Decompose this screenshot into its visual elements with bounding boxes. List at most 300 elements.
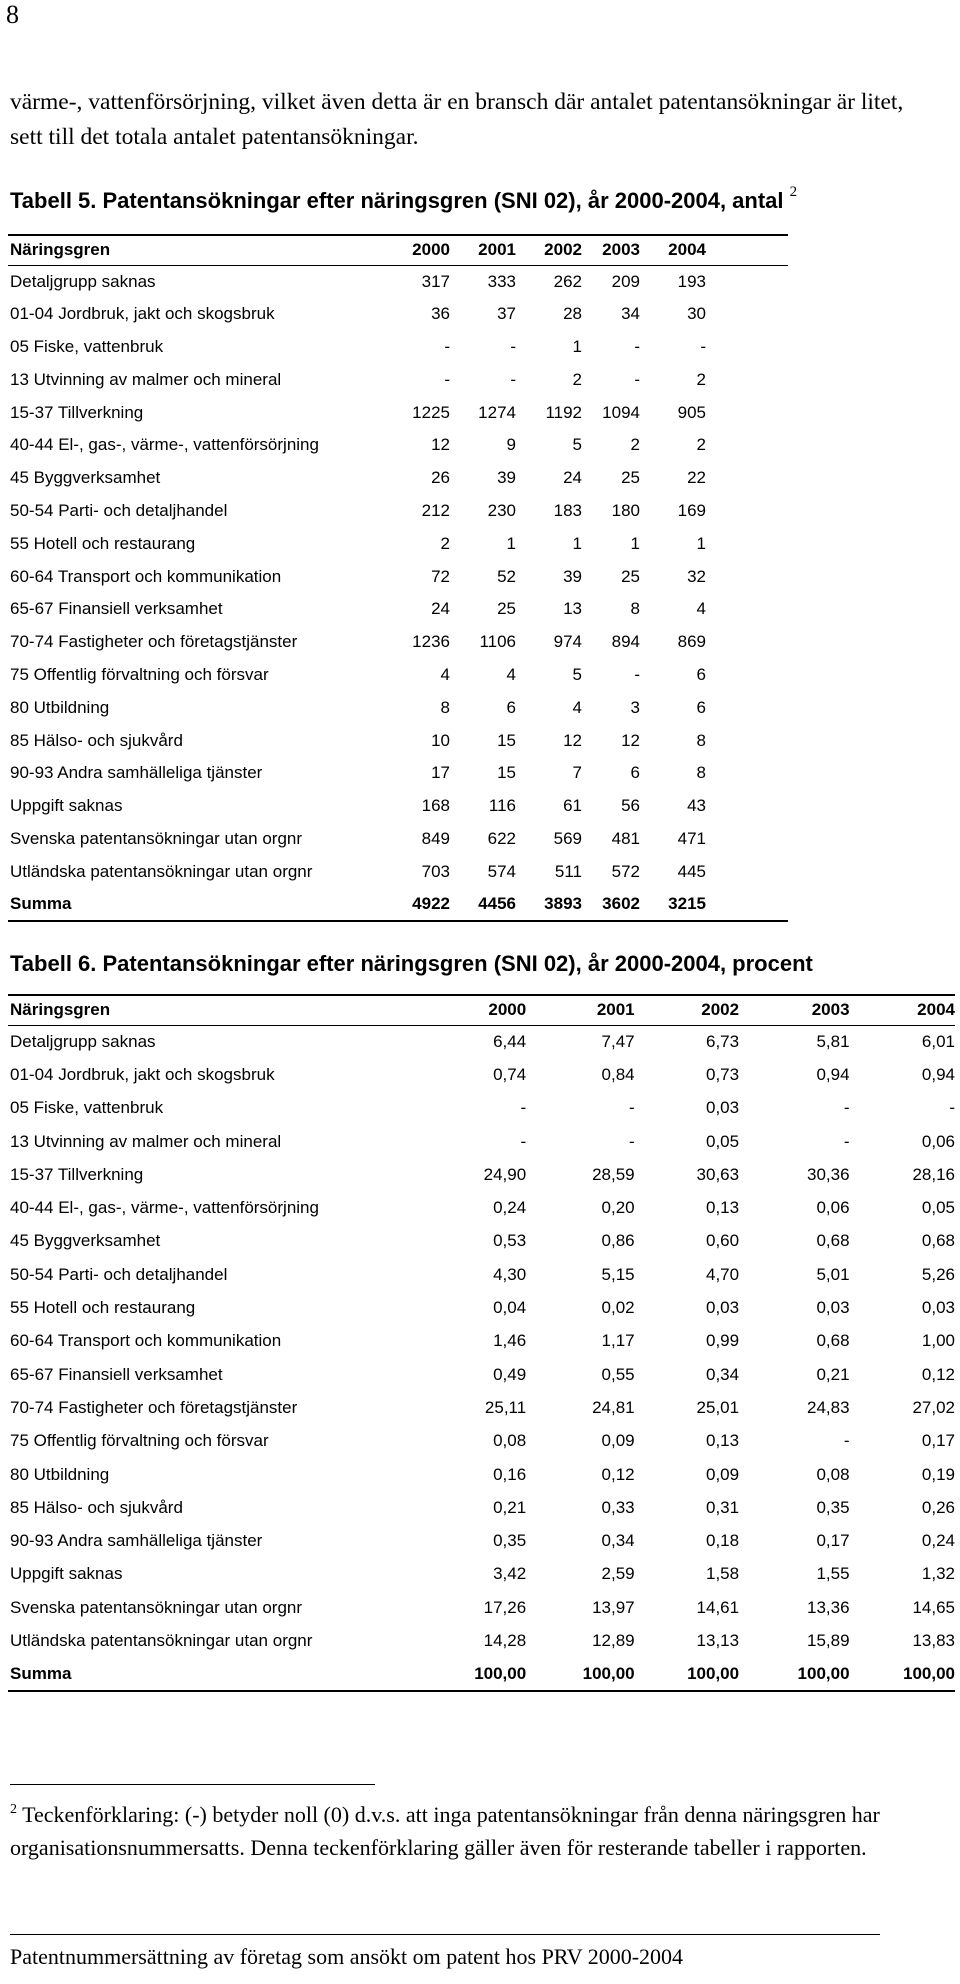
cell-value: - xyxy=(634,336,640,356)
cell-value: 0,21 xyxy=(493,1497,527,1517)
table-row xyxy=(8,298,788,331)
cell-value: 3893 xyxy=(516,888,582,921)
row-label: 70-74 Fastigheter och företagstjänster xyxy=(10,632,298,652)
cell-value: 0,18 xyxy=(705,1531,740,1551)
cell-value: 24 xyxy=(563,468,582,488)
table-sum-row xyxy=(8,888,788,921)
cell-value: 4,70 xyxy=(705,1264,740,1284)
cell-value: 13,13 xyxy=(696,1630,740,1650)
footer-divider xyxy=(10,1934,880,1935)
table-row xyxy=(8,560,788,593)
cell-value: 4 xyxy=(572,697,582,717)
table5-caption xyxy=(10,184,798,214)
row-label: Svenska patentansökningar utan orgnr xyxy=(10,828,303,848)
row-label: Svenska patentansökningar utan orgnr xyxy=(10,1597,303,1617)
cell-value: 0,35 xyxy=(816,1497,850,1517)
cell-value: 4 xyxy=(696,599,706,619)
spacer-cell xyxy=(706,691,788,724)
cell-value: 1,58 xyxy=(705,1564,740,1584)
cell-value: 849 xyxy=(421,828,450,848)
cell-value: 8 xyxy=(696,763,706,783)
cell-value: 13,36 xyxy=(806,1597,850,1617)
spacer-cell xyxy=(706,626,788,659)
cell-value: 4 xyxy=(440,664,450,684)
cell-value: 5 xyxy=(572,664,582,684)
cell-value: 30,36 xyxy=(806,1164,850,1184)
cell-value: 0,49 xyxy=(493,1364,527,1384)
row-label: 01-04 Jordbruk, jakt och skogsbruk xyxy=(10,304,275,324)
cell-value: 3602 xyxy=(582,888,640,921)
cell-value: - xyxy=(520,1131,527,1151)
spacer-cell xyxy=(706,462,788,495)
table-row xyxy=(8,593,788,626)
cell-value: 7 xyxy=(572,763,582,783)
cell-value: 2 xyxy=(696,369,706,389)
cell-value: 2 xyxy=(696,435,706,455)
table-sum-row xyxy=(8,1658,955,1691)
cell-value: 10 xyxy=(431,730,450,750)
cell-value: 28,59 xyxy=(592,1164,635,1184)
table-row xyxy=(8,626,788,659)
spacer-cell xyxy=(706,429,788,462)
cell-value: 0,12 xyxy=(601,1464,635,1484)
row-label: 45 Byggverksamhet xyxy=(10,468,161,488)
cell-value: 6,44 xyxy=(493,1031,527,1051)
spacer-cell xyxy=(706,363,788,396)
cell-value: 25,01 xyxy=(696,1397,740,1417)
cell-value: - xyxy=(634,369,640,389)
table-row xyxy=(8,396,788,429)
cell-value: 0,74 xyxy=(493,1064,527,1084)
cell-value: 1 xyxy=(630,533,640,553)
table-row xyxy=(8,1458,955,1491)
cell-value: 39 xyxy=(563,566,582,586)
cell-value: 25 xyxy=(621,566,640,586)
cell-value: 2001 xyxy=(450,235,516,265)
cell-value: 0,68 xyxy=(816,1231,850,1251)
cell-value: 1192 xyxy=(545,402,582,422)
row-label: 05 Fiske, vattenbruk xyxy=(10,1098,164,1118)
table-row xyxy=(8,1158,955,1191)
cell-value: 14,65 xyxy=(912,1597,955,1617)
cell-value: 34 xyxy=(621,304,640,324)
table-row xyxy=(8,1624,955,1657)
cell-value: 1 xyxy=(696,533,706,553)
spacer-cell xyxy=(706,757,788,790)
cell-value: 0,17 xyxy=(921,1431,955,1451)
table-header-row xyxy=(8,995,955,1025)
cell-value: 30,63 xyxy=(696,1164,740,1184)
spacer-cell xyxy=(706,235,788,265)
row-label: 45 Byggverksamhet xyxy=(10,1231,161,1251)
cell-value: 2002 xyxy=(516,235,582,265)
spacer-cell xyxy=(706,855,788,888)
cell-value: 6,01 xyxy=(921,1031,955,1051)
cell-value: 2003 xyxy=(739,995,849,1025)
table-row xyxy=(8,527,788,560)
table-row xyxy=(8,659,788,692)
cell-value: 0,21 xyxy=(816,1364,850,1384)
cell-value: 2,59 xyxy=(601,1564,635,1584)
row-label: 80 Utbildning xyxy=(10,1464,110,1484)
cell-value: 193 xyxy=(677,271,706,291)
row-label: 90-93 Andra samhälleliga tjänster xyxy=(10,1531,263,1551)
cell-value: 100,00 xyxy=(635,1658,739,1691)
cell-value: 37 xyxy=(497,304,516,324)
cell-value: 28 xyxy=(563,304,582,324)
cell-value: 12 xyxy=(431,435,450,455)
cell-value: 1 xyxy=(506,533,516,553)
cell-value: 974 xyxy=(553,632,582,652)
cell-value: 471 xyxy=(677,828,706,848)
cell-value: 61 xyxy=(563,796,582,816)
cell-value: 2000 xyxy=(408,995,527,1025)
cell-value: 0,16 xyxy=(493,1464,527,1484)
table-row xyxy=(8,1391,955,1424)
row-label: 75 Offentlig förvaltning och försvar xyxy=(10,1431,269,1451)
row-label: 15-37 Tillverkning xyxy=(10,1164,144,1184)
table-row xyxy=(8,823,788,856)
cell-value: 0,31 xyxy=(705,1497,740,1517)
row-label: 55 Hotell och restaurang xyxy=(10,1298,196,1318)
cell-value: 0,03 xyxy=(816,1298,850,1318)
cell-value: - xyxy=(949,1098,955,1118)
cell-value: 6 xyxy=(630,763,640,783)
cell-value: 0,34 xyxy=(705,1364,740,1384)
cell-value: - xyxy=(444,369,450,389)
table-header-row xyxy=(8,235,788,265)
cell-value: 15 xyxy=(497,730,516,750)
row-label: Summa xyxy=(8,888,366,921)
table-row xyxy=(8,1491,955,1524)
cell-value: 17 xyxy=(431,763,450,783)
cell-value: 0,55 xyxy=(601,1364,635,1384)
cell-value: 2001 xyxy=(526,995,634,1025)
table-row xyxy=(8,1358,955,1391)
row-label: 55 Hotell och restaurang xyxy=(10,533,196,553)
cell-value: 14,28 xyxy=(483,1630,527,1650)
cell-value: 13,83 xyxy=(912,1630,955,1650)
row-label: 13 Utvinning av malmer och mineral xyxy=(10,1131,282,1151)
cell-value: 0,02 xyxy=(601,1298,635,1318)
cell-value: 4,30 xyxy=(493,1264,527,1284)
cell-value: 0,26 xyxy=(921,1497,955,1517)
cell-value: 100,00 xyxy=(408,1658,527,1691)
cell-value: 0,08 xyxy=(816,1464,850,1484)
cell-value: 0,24 xyxy=(493,1198,527,1218)
cell-value: 6,73 xyxy=(705,1031,740,1051)
cell-value: - xyxy=(634,664,640,684)
cell-value: 6 xyxy=(506,697,516,717)
table-row xyxy=(8,1058,955,1091)
cell-value: 2 xyxy=(440,533,450,553)
table5 xyxy=(8,234,788,922)
table-row xyxy=(8,1425,955,1458)
cell-value: 17,26 xyxy=(483,1597,527,1617)
spacer-cell xyxy=(706,331,788,364)
table5-caption-text: Tabell 5. Patentansökningar efter näringsgren (SNI 02), år 2000-2004, antal xyxy=(10,188,784,213)
cell-value: 5,26 xyxy=(921,1264,955,1284)
cell-value: 0,13 xyxy=(705,1431,740,1451)
footnote xyxy=(10,1800,910,1862)
cell-value: 0,09 xyxy=(601,1431,635,1451)
table-row xyxy=(8,757,788,790)
table6 xyxy=(8,994,955,1692)
spacer-cell xyxy=(706,659,788,692)
table6-caption: Tabell 6. Patentansökningar efter näringsgren (SNI 02), år 2000-2004, procent xyxy=(10,951,813,976)
cell-value: 1,46 xyxy=(493,1331,527,1351)
cell-value: 0,03 xyxy=(705,1098,740,1118)
cell-value: 6 xyxy=(696,697,706,717)
row-label: 15-37 Tillverkning xyxy=(10,402,144,422)
footnote-divider xyxy=(10,1784,375,1785)
table-row xyxy=(8,1524,955,1557)
cell-value: 0,13 xyxy=(705,1198,740,1218)
cell-value: - xyxy=(510,336,516,356)
table-row xyxy=(8,724,788,757)
row-label: 01-04 Jordbruk, jakt och skogsbruk xyxy=(10,1064,275,1084)
cell-value: 100,00 xyxy=(526,1658,634,1691)
cell-value: 209 xyxy=(611,271,640,291)
cell-value: - xyxy=(843,1131,850,1151)
spacer-cell xyxy=(706,396,788,429)
row-label: 50-54 Parti- och detaljhandel xyxy=(10,1264,228,1284)
cell-value: - xyxy=(700,336,706,356)
table-row xyxy=(8,1258,955,1291)
cell-value: 2002 xyxy=(635,995,739,1025)
cell-value: 0,53 xyxy=(493,1231,527,1251)
cell-value: 15,89 xyxy=(806,1630,850,1650)
spacer-cell xyxy=(706,560,788,593)
cell-value: - xyxy=(628,1131,635,1151)
table-row xyxy=(8,691,788,724)
cell-value: 12,89 xyxy=(592,1630,635,1650)
cell-value: 6 xyxy=(696,664,706,684)
cell-value: - xyxy=(510,369,516,389)
cell-value: 56 xyxy=(621,796,640,816)
table-row xyxy=(8,1025,955,1058)
cell-value: 0,03 xyxy=(705,1298,740,1318)
cell-value: 0,86 xyxy=(601,1231,635,1251)
footnote-marker: 2 xyxy=(10,1802,17,1817)
cell-value: - xyxy=(843,1431,850,1451)
cell-value: 0,05 xyxy=(705,1131,740,1151)
cell-value: 1,00 xyxy=(921,1331,955,1351)
cell-value: 445 xyxy=(677,861,706,881)
cell-value: 0,68 xyxy=(921,1231,955,1251)
spacer-cell xyxy=(706,495,788,528)
cell-value: 25 xyxy=(621,468,640,488)
cell-value: 703 xyxy=(421,861,450,881)
cell-value: 168 xyxy=(421,796,450,816)
cell-value: 1 xyxy=(572,336,582,356)
cell-value: 5 xyxy=(572,435,582,455)
cell-value: 0,35 xyxy=(493,1531,527,1551)
table-row xyxy=(8,1225,955,1258)
cell-value: 5,81 xyxy=(816,1031,850,1051)
table-row xyxy=(8,462,788,495)
row-label: 13 Utvinning av malmer och mineral xyxy=(10,369,282,389)
cell-value: 8 xyxy=(696,730,706,750)
cell-value: 2004 xyxy=(850,995,955,1025)
table5-footnote-ref: 2 xyxy=(789,184,798,200)
table-row xyxy=(8,1092,955,1125)
cell-value: 262 xyxy=(553,271,582,291)
table-row xyxy=(8,429,788,462)
cell-value: 24,90 xyxy=(483,1164,527,1184)
cell-value: 0,09 xyxy=(705,1464,740,1484)
cell-value: 894 xyxy=(611,632,640,652)
cell-value: 8 xyxy=(630,599,640,619)
intro-paragraph: värme-, vattenförsörjning, vilket även detta är en bransch där antalet patentansökningar är litet, sett till det totala antalet patentansökningar. xyxy=(10,89,904,150)
spacer-cell xyxy=(706,265,788,298)
row-label: Uppgift saknas xyxy=(10,1564,123,1584)
cell-value: 25,11 xyxy=(484,1397,527,1417)
spacer-cell xyxy=(706,593,788,626)
row-label: 60-64 Transport och kommunikation xyxy=(10,1331,282,1351)
cell-value: 14,61 xyxy=(696,1597,740,1617)
cell-value: 0,84 xyxy=(601,1064,635,1084)
row-label: Summa xyxy=(8,1658,408,1691)
row-label: Uppgift saknas xyxy=(10,796,123,816)
cell-value: 4 xyxy=(506,664,516,684)
cell-value: 1,55 xyxy=(816,1564,850,1584)
cell-value: 0,04 xyxy=(493,1298,527,1318)
cell-value: 27,02 xyxy=(912,1397,955,1417)
cell-value: 3215 xyxy=(640,888,706,921)
cell-value: 12 xyxy=(563,730,582,750)
spacer-cell xyxy=(706,790,788,823)
cell-value: - xyxy=(628,1098,635,1118)
cell-value: 9 xyxy=(506,435,516,455)
cell-value: - xyxy=(843,1098,850,1118)
cell-value: 0,17 xyxy=(816,1531,850,1551)
row-label: 80 Utbildning xyxy=(10,697,110,717)
cell-value: 569 xyxy=(553,828,582,848)
cell-value: 0,73 xyxy=(705,1064,740,1084)
cell-value: 0,34 xyxy=(601,1531,635,1551)
cell-value: 0,20 xyxy=(601,1198,635,1218)
table-row xyxy=(8,1325,955,1358)
cell-value: 180 xyxy=(611,500,640,520)
cell-value: 72 xyxy=(431,566,450,586)
cell-value: 12 xyxy=(621,730,640,750)
cell-value: 24,83 xyxy=(806,1397,850,1417)
row-label: Näringsgren xyxy=(8,995,408,1025)
cell-value: 100,00 xyxy=(850,1658,955,1691)
row-label: Näringsgren xyxy=(8,235,366,265)
cell-value: 0,68 xyxy=(816,1331,850,1351)
table-row xyxy=(8,331,788,364)
cell-value: 2 xyxy=(572,369,582,389)
cell-value: 2004 xyxy=(640,235,706,265)
cell-value: 1106 xyxy=(479,632,516,652)
table-row xyxy=(8,1125,955,1158)
table-row xyxy=(8,363,788,396)
spacer-cell xyxy=(706,527,788,560)
cell-value: 0,24 xyxy=(921,1531,955,1551)
row-label: 65-67 Finansiell verksamhet xyxy=(10,599,223,619)
cell-value: 2000 xyxy=(366,235,450,265)
cell-value: 0,33 xyxy=(601,1497,635,1517)
cell-value: 30 xyxy=(687,304,706,324)
cell-value: 26 xyxy=(431,468,450,488)
cell-value: 25 xyxy=(497,599,516,619)
cell-value: - xyxy=(520,1098,527,1118)
table-row xyxy=(8,790,788,823)
cell-value: 8 xyxy=(440,697,450,717)
page-number: 8 xyxy=(6,0,19,29)
cell-value: 0,06 xyxy=(816,1198,850,1218)
cell-value: 24,81 xyxy=(592,1397,635,1417)
table-row xyxy=(8,1558,955,1591)
cell-value: 333 xyxy=(487,271,516,291)
cell-value: 1,17 xyxy=(601,1331,635,1351)
cell-value: - xyxy=(444,336,450,356)
cell-value: 0,19 xyxy=(921,1464,955,1484)
row-label: 50-54 Parti- och detaljhandel xyxy=(10,500,228,520)
cell-value: 24 xyxy=(431,599,450,619)
cell-value: 116 xyxy=(488,796,516,816)
cell-value: 2 xyxy=(630,435,640,455)
row-label: Utländska patentansökningar utan orgnr xyxy=(10,1630,313,1650)
cell-value: 3,42 xyxy=(493,1564,527,1584)
table-row xyxy=(8,1591,955,1624)
spacer-cell xyxy=(706,724,788,757)
cell-value: 905 xyxy=(677,402,706,422)
row-label: 05 Fiske, vattenbruk xyxy=(10,336,164,356)
cell-value: 100,00 xyxy=(739,1658,849,1691)
cell-value: 622 xyxy=(487,828,516,848)
cell-value: 39 xyxy=(497,468,516,488)
cell-value: 1225 xyxy=(412,402,450,422)
cell-value: 169 xyxy=(677,500,706,520)
cell-value: 0,60 xyxy=(705,1231,740,1251)
cell-value: 0,12 xyxy=(921,1364,955,1384)
spacer-cell xyxy=(706,888,788,921)
row-label: 60-64 Transport och kommunikation xyxy=(10,566,282,586)
cell-value: 1 xyxy=(572,533,582,553)
cell-value: 5,15 xyxy=(601,1264,635,1284)
row-label: 85 Hälso- och sjukvård xyxy=(10,730,183,750)
row-label: Utländska patentansökningar utan orgnr xyxy=(10,861,313,881)
cell-value: 36 xyxy=(431,304,450,324)
cell-value: 32 xyxy=(687,566,706,586)
cell-value: 0,94 xyxy=(816,1064,850,1084)
footnote-text: Teckenförklaring: (-) betyder noll (0) d.v.s. att inga patentansökningar från denna näringsgren har organisationsnummersatts. Denna teckenförklaring gäller även för resterande tabeller i rapporten. xyxy=(10,1802,880,1860)
cell-value: 212 xyxy=(421,500,450,520)
cell-value: 0,08 xyxy=(493,1431,527,1451)
cell-value: 869 xyxy=(677,632,706,652)
row-label: 90-93 Andra samhälleliga tjänster xyxy=(10,763,263,783)
cell-value: 1274 xyxy=(478,402,516,422)
spacer-cell xyxy=(706,298,788,331)
cell-value: 1,32 xyxy=(921,1564,955,1584)
cell-value: 28,16 xyxy=(912,1164,955,1184)
table-row xyxy=(8,855,788,888)
cell-value: 22 xyxy=(687,468,706,488)
row-label: Detaljgrupp saknas xyxy=(10,1031,156,1051)
cell-value: 481 xyxy=(611,828,640,848)
cell-value: 0,05 xyxy=(921,1198,955,1218)
cell-value: 15 xyxy=(497,763,516,783)
page-footer: Patentnummersättning av företag som ansökt om patent hos PRV 2000-2004 xyxy=(10,1944,684,1969)
cell-value: 2003 xyxy=(582,235,640,265)
cell-value: 3 xyxy=(630,697,640,717)
cell-value: 230 xyxy=(487,500,516,520)
cell-value: 4922 xyxy=(366,888,450,921)
row-label: 40-44 El-, gas-, värme-, vattenförsörjning xyxy=(10,1198,319,1218)
